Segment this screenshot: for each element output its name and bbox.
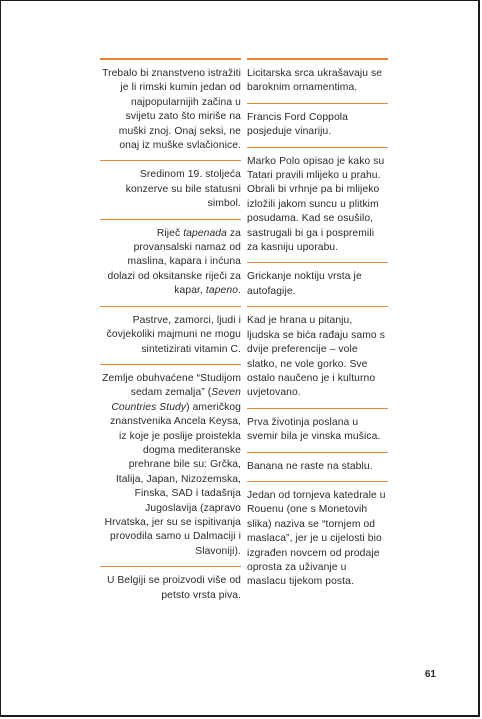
- page-number: 61: [424, 669, 436, 680]
- fact-item: U Belgiji se proizvodi više od petsto vrsta piva.: [106, 575, 241, 601]
- italic-term: tapeno: [205, 285, 239, 297]
- fact-item: Francis Ford Coppola posjeduje vinariju.: [247, 111, 349, 138]
- fact-item: Prva životinja poslana u svemir bila je vinska mušica.: [247, 416, 381, 443]
- fact-item: Kad je hrana u pitanju, ljudska se bića rađaju samo s dvije preferencije – vole slatko, ne vole gorko. Sve ostalo naučeno je i kulturno uvjetovano.: [247, 315, 385, 399]
- italic-term: tapenada: [183, 227, 227, 239]
- fact-item: Sredinom 19. stoljeća konzerve su bile statusni simbol.: [125, 169, 241, 210]
- right-fact-column: [247, 58, 388, 597]
- fact-item: Banana ne raste na stablu.: [247, 460, 373, 472]
- fact-item: Pastrve, zamorci, ljudi i čovjekoliki majmuni ne mogu sintetizirati vitamin C.: [106, 314, 241, 355]
- fact-item: Jedan od tornjeva katedrale u Rouenu (one s Monetovih slika) naziva se “tornjem od maslaca”, jer je u cijelosti bio izgrađen novcem od prodaje oprosta za uživanje u maslacu tijekom posta.: [247, 489, 386, 588]
- fact-item: Marko Polo opisao je kako su Tatari pravili mlijeko u prahu. Obrali bi vrhnje pa bi mlijeko izložili jakom suncu u plitkim posudama. Kad se osušilo, sastrugali bi ga i pospremili za kasniju uporabu.: [247, 155, 385, 254]
- fact-item: Zemlje obuhvaćene “Studijom sedam zemalja” (Seven Countries Study) američkog znanstvenika Ancela Keysa, iz koje je poslije proistekla dogma mediteranske prehrane bile su: Grčka, Italija, Japan, Nizozemska, Finska, SAD i tadašnja Jugoslavija (zapravo Hrvatska, jer su se ispitivanja provodila samo u Dalmaciji i Slavoniji).: [102, 372, 241, 557]
- fact-item: Grickanje noktiju vrsta je autofagije.: [247, 271, 362, 297]
- fact-item: Riječ tapenada za provansalski namaz od maslina, kapara i inćuna dolazi od oksitanske riječi za kapar, tapeno.: [107, 227, 241, 297]
- left-fact-column: [100, 58, 241, 610]
- italic-term: Seven Countries Study: [111, 387, 241, 413]
- fact-item: Licitarska srca ukrašavaju se baroknim ornamentima.: [247, 68, 383, 94]
- fact-item: Trebalo bi znanstveno istražiti je li rimski kumin jedan od najpopularnijih začina u svijetu zato što miriše na muški znoj. Onaj seksi, ne onaj iz muške svlačionice.: [102, 68, 241, 152]
